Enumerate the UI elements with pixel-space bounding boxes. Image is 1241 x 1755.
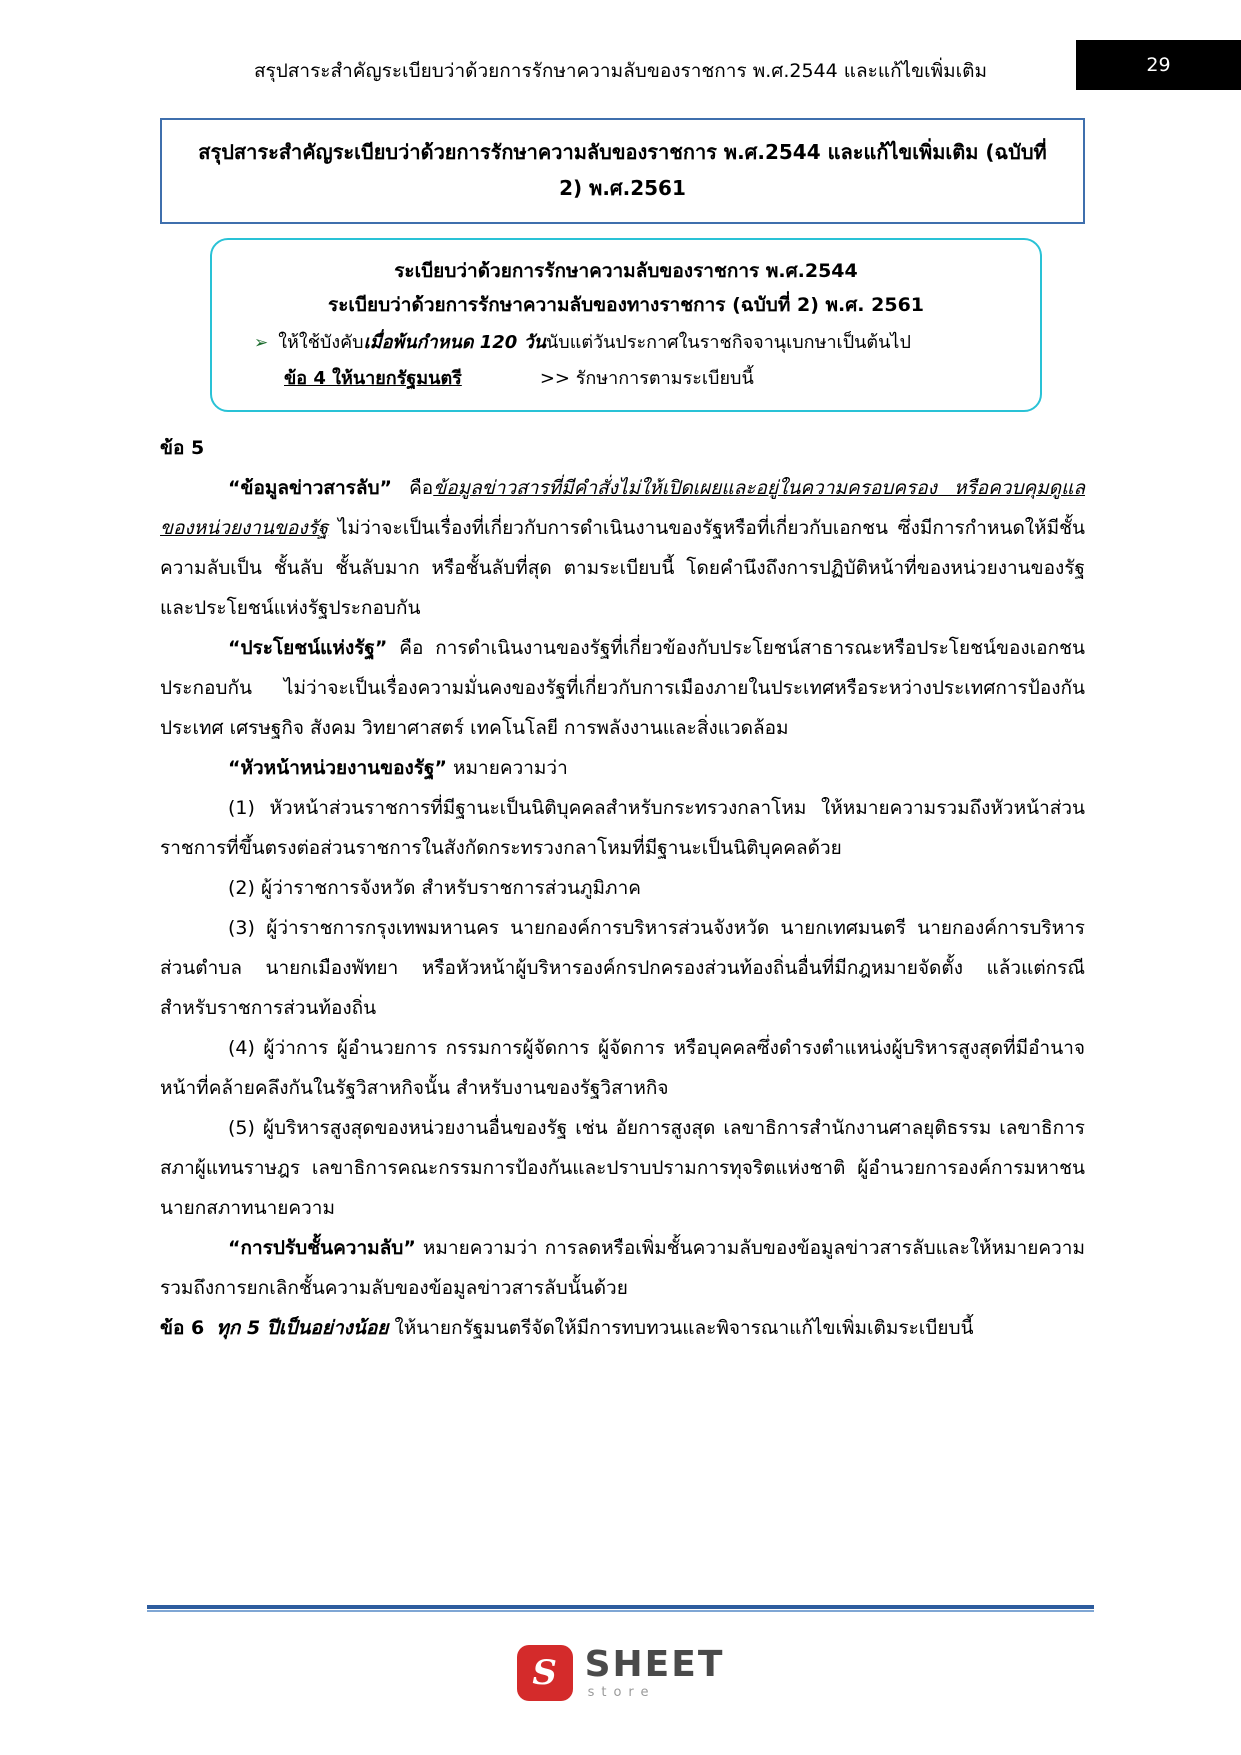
list-item: (4) ผู้ว่าการ ผู้อำนวยการ กรรมการผู้จัดการ ผู้จัดการ หรือบุคคลซึ่งดำรงตำแหน่งผู้บริหารสูงสุดที่มีอำนาจหน้าที่คล้ายคลึงกันในรัฐวิสาหกิจนั้น สำหรับงานของรัฐวิสาหกิจ — [160, 1037, 1085, 1099]
document-title-line1: สรุปสาระสำคัญระเบียบว่าด้วยการรักษาความลับของราชการ พ.ศ.2544 และแก้ไขเพิ่มเติม (ฉบับที่ — [198, 140, 1047, 164]
definition-rest-2: คือ การดำเนินงานของรัฐที่เกี่ยวข้องกับประโยชน์สาธารณะหรือประโยชน์ของเอกชนประกอบกัน ไม่ว่าจะเป็นเรื่องความมั่นคงของรัฐที่เกี่ยวกับการเมืองภายในประเทศหรือระหว่างประเทศการป้องกันประเทศ เศรษฐกิจ สังคม วิทยาศาสตร์ เทคโนโลยี การพลังงานและสิ่งแวดล้อม — [160, 637, 1085, 739]
page-number-badge: 29 — [1076, 40, 1241, 90]
document-content — [160, 118, 1085, 1348]
enforcement-text — [278, 328, 911, 358]
definition-classification-change — [160, 1228, 1085, 1308]
document-title-box — [160, 118, 1085, 224]
page-header — [0, 0, 1241, 110]
definition-connect-1: คือ — [392, 477, 434, 499]
clause-6-emphasis: ทุก 5 ปีเป็นอย่างน้อย — [216, 1317, 389, 1339]
document-title-line2: 2) พ.ศ.2561 — [559, 176, 686, 200]
enforcement-post: นับแต่วันประกาศในราชกิจจานุเบกษาเป็นต้นไป — [545, 332, 911, 353]
logo-main-text: SHEET — [584, 1644, 725, 1685]
list-item: (2) ผู้ว่าราชการจังหวัด สำหรับราชการส่วนภูมิภาค — [228, 877, 641, 899]
list-item: (5) ผู้บริหารสูงสุดของหน่วยงานอื่นของรัฐ เช่น อัยการสูงสุด เลขาธิการสำนักงานศาลยุติธรรม เลขาธิการสภาผู้แทนราษฎร เลขาธิการคณะกรรมการป้องกันและปราบปรามการทุจริตแห่งชาติ ผู้อำนวยการองค์การมหาชน นายกสภาทนายความ — [160, 1117, 1085, 1219]
definition-term-classification-change: “การปรับชั้นความลับ” — [228, 1237, 416, 1259]
sheet-store-logo — [0, 1645, 1241, 1701]
definition-state-benefit — [160, 628, 1085, 748]
clause-4-label: ข้อ 4 ให้นายกรัฐมนตรี — [284, 368, 462, 389]
definition-rest-1: ไม่ว่าจะเป็นเรื่องที่เกี่ยวกับการดำเนินงานของรัฐหรือที่เกี่ยวกับเอกชน ซึ่งมีการกำหนดให้มีชั้นความลับเป็น ชั้นลับ ชั้นลับมาก หรือชั้นลับที่สุด ตามระเบียบนี้ โดยคำนึงถึงการปฏิบัติหน้าที่ของหน่วยงานของรัฐและประโยชน์แห่งรัฐประกอบกัน — [160, 517, 1085, 619]
regulation-line-2544: ระเบียบว่าด้วยการรักษาความลับของราชการ พ.ศ.2544 — [394, 260, 858, 282]
definition-rest-3: หมายความว่า — [446, 757, 568, 779]
logo-sub-text: store — [587, 1685, 656, 1700]
logo-mark-icon: S — [517, 1645, 573, 1701]
list-item: (1) หัวหน้าส่วนราชการที่มีฐานะเป็นนิติบุคคลสำหรับกระทรวงกลาโหม ให้หมายความรวมถึงหัวหน้าส่วนราชการที่ขึ้นตรงต่อส่วนราชการในสังกัดกระทรวงกลาโหมที่มีฐานะเป็นนิติบุคคลด้วย — [160, 797, 1085, 859]
logo-wordmark — [584, 1644, 725, 1700]
definition-term-secret-info: “ข้อมูลข่าวสารลับ” — [228, 477, 393, 499]
list-item: (3) ผู้ว่าราชการกรุงเทพมหานคร นายกองค์การบริหารส่วนจังหวัด นายกเทศมนตรี นายกองค์การบริหารส่วนตำบล นายกเมืองพัทยา หรือหัวหน้าผู้บริหารองค์กรปกครองส่วนท้องถิ่นอื่นที่มีกฎหมายจัดตั้ง แล้วแต่กรณี สำหรับราชการส่วนท้องถิ่น — [160, 917, 1085, 1019]
definition-term-state-benefit: “ประโยชน์แห่งรัฐ” — [228, 637, 388, 659]
clause-6-label: ข้อ 6 — [160, 1317, 205, 1339]
definition-term-agency-head: “หัวหน้าหน่วยงานของรัฐ” — [228, 757, 447, 779]
clause-4-rest: >> รักษาการตามระเบียบนี้ — [539, 368, 754, 389]
clause-4-row — [232, 364, 1020, 394]
clause-5-heading: ข้อ 5 — [160, 437, 205, 459]
definition-underlined-1: ข้อมูลข่าวสารที่มีคำสั่งไม่ให้เปิดเผยและอยู่ในความครอบครอง หรือควบคุมดูแลของหน่วยงานของรัฐ — [160, 477, 1085, 539]
enforcement-pre: ให้ใช้บังคับ — [278, 332, 364, 353]
definition-rest-4: หมายความว่า การลดหรือเพิ่มชั้นความลับของข้อมูลข่าวสารลับและให้หมายความรวมถึงการยกเลิกชั้นความลับของข้อมูลข่าวสารลับนั้นด้วย — [160, 1237, 1085, 1299]
clause-6-rest: ให้นายกรัฐมนตรีจัดให้มีการทบทวนและพิจารณาแก้ไขเพิ่มเติมระเบียบนี้ — [388, 1317, 974, 1339]
enforcement-bullet — [232, 328, 1020, 358]
body-text — [160, 428, 1085, 1348]
enforcement-emphasis: เมื่อพ้นกำหนด 120 วัน — [363, 332, 546, 353]
arrow-bullet-icon: ➢ — [254, 333, 269, 353]
definition-secret-info — [160, 468, 1085, 628]
regulation-summary-box — [210, 238, 1042, 412]
regulation-line-2561: ระเบียบว่าด้วยการรักษาความลับของทางราชการ (ฉบับที่ 2) พ.ศ. 2561 — [327, 294, 925, 316]
clause-6-paragraph — [160, 1308, 1085, 1348]
footer-divider-secondary — [147, 1610, 1094, 1612]
running-title: สรุปสาระสำคัญระเบียบว่าด้วยการรักษาความลับของราชการ พ.ศ.2544 และแก้ไขเพิ่มเติม — [253, 60, 988, 82]
definition-agency-head — [160, 748, 1085, 788]
footer-divider — [147, 1605, 1094, 1609]
